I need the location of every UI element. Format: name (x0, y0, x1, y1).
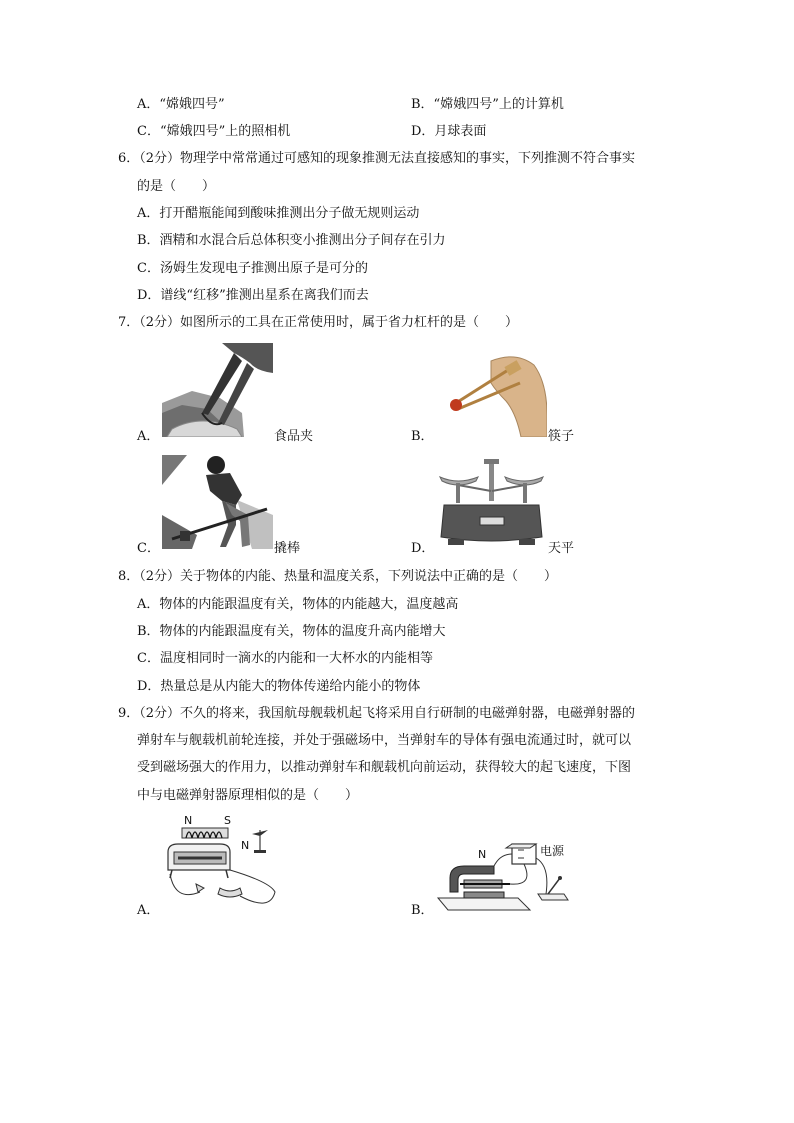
q7-stem: 7．（2分）如图所示的工具在正常使用时，属于省力杠杆的是（ ） (118, 315, 519, 330)
motor-principle-diagram (434, 838, 574, 914)
fig-a-south-label: S (224, 814, 231, 827)
q6-option-d: D．谱线“红移”推测出星系在离我们而去 (137, 288, 369, 303)
q8-option-d: D．热量总是从内能大的物体传递给内能小的物体 (137, 679, 421, 694)
q6-stem-line1: 6．（2分）物理学中常常通过可感知的现象推测无法直接感知的事实，下列推测不符合事实 (118, 151, 636, 166)
fig-a-north-label: N (184, 814, 193, 827)
q9-stem-line1: 9．（2分）不久的将来，我国航母舰载机起飞将采用自行研制的电磁弹射器，电磁弹射器的 (118, 706, 636, 721)
q5-option-d: D．月球表面 (411, 124, 487, 139)
q8-option-b: B．物体的内能跟温度有关，物体的温度升高内能增大 (137, 624, 446, 639)
q7-option-c-letter: C． (137, 541, 160, 556)
q7-option-a-letter: A． (137, 429, 160, 444)
q9-option-a-letter: A． (137, 903, 160, 918)
q8-stem: 8．（2分）关于物体的内能、热量和温度关系，下列说法中正确的是（ ） (118, 569, 558, 584)
q7-option-b-letter: B． (411, 429, 434, 444)
electromagnet-circuit-diagram (160, 812, 290, 912)
q6-stem-line2: 的是（ ） (137, 179, 216, 194)
chopsticks-image (436, 343, 547, 437)
balance-scale-image (436, 455, 547, 549)
q5-option-c: C．“嫦娥四号”上的照相机 (137, 124, 291, 139)
q9-stem-line4: 中与电磁弹射器原理相似的是（ ） (137, 788, 359, 803)
q7-option-b-label: 筷子 (548, 429, 575, 444)
fig-b-power-label: 电源 (540, 844, 565, 858)
q6-option-b: B．酒精和水混合后总体积变小推测出分子间存在引力 (137, 233, 446, 248)
q9-stem-line2: 弹射车与舰载机前轮连接，并处于强磁场中，当弹射车的导体有强电流通过时，就可以 (137, 733, 632, 748)
fig-a-needle-north-label: N (241, 839, 250, 852)
fig-b-north-label: N (478, 848, 487, 861)
q5-option-b: B．“嫦娥四号”上的计算机 (411, 97, 564, 112)
q8-option-c: C．温度相同时一滴水的内能和一大杯水的内能相等 (137, 651, 433, 666)
q5-option-a: A．“嫦娥四号” (137, 97, 225, 112)
food-tongs-image (162, 343, 273, 437)
crowbar-image (162, 455, 273, 549)
q8-option-a: A．物体的内能跟温度有关，物体的内能越大，温度越高 (137, 597, 459, 612)
q6-option-c: C．汤姆生发现电子推测出原子是可分的 (137, 261, 368, 276)
q9-stem-line3: 受到磁场强大的作用力，以推动弹射车和舰载机向前运动，获得较大的起飞速度，下图 (137, 760, 632, 775)
q9-option-b-letter: B． (411, 903, 434, 918)
q7-option-d-letter: D． (411, 541, 435, 556)
q7-option-a-label: 食品夹 (274, 429, 314, 444)
q7-option-c-label: 撬棒 (274, 541, 301, 556)
q7-option-d-label: 天平 (548, 541, 575, 556)
q6-option-a: A．打开醋瓶能闻到酸味推测出分子做无规则运动 (137, 206, 420, 221)
